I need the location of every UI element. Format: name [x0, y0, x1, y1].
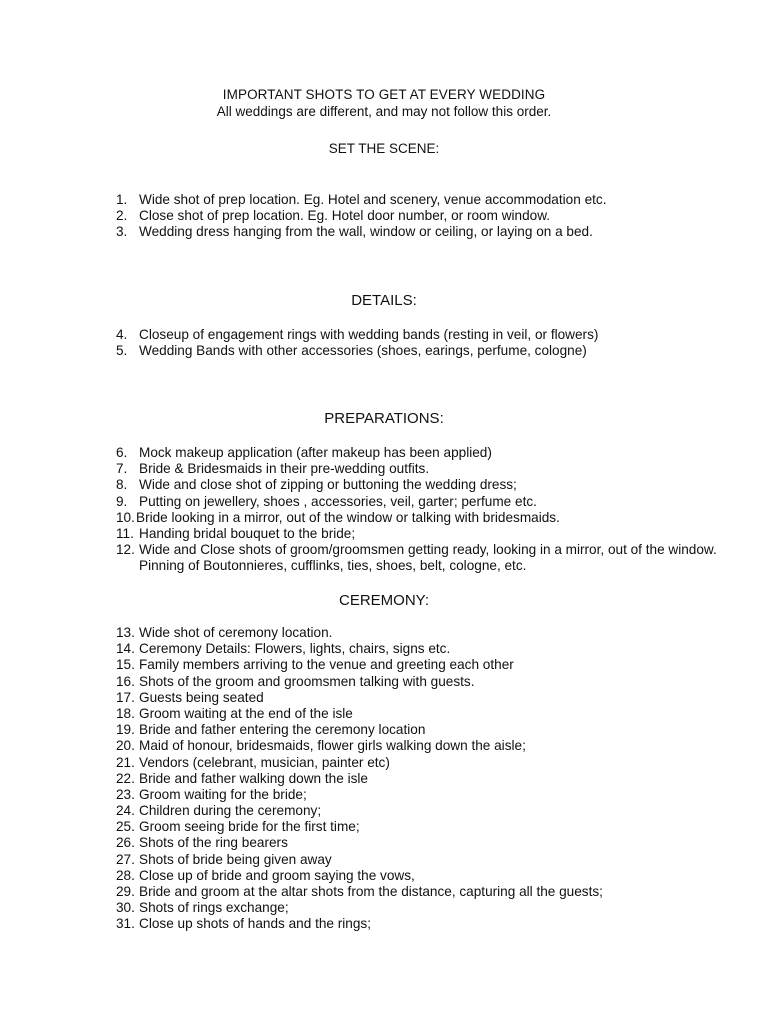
item-text: Children during the ceremony;	[139, 803, 322, 819]
item-number: 29.	[116, 884, 135, 899]
list-preparations	[0, 445, 768, 575]
item-text: Bride & Bridesmaids in their pre-wedding outfits.	[139, 461, 430, 477]
item-text: Wide shot of prep location. Eg. Hotel and scenery, venue accommodation etc.	[139, 192, 607, 207]
list-item	[0, 494, 768, 510]
list-item	[0, 787, 768, 803]
list-item	[0, 542, 768, 574]
item-number: 30.	[116, 900, 135, 916]
list-item	[0, 706, 768, 722]
item-number: 9.	[116, 493, 128, 509]
item-number: 25.	[116, 819, 135, 835]
list-item	[0, 674, 768, 690]
item-number: 27.	[116, 851, 135, 867]
section-heading-set-the-scene: SET THE SCENE:	[328, 141, 440, 156]
item-number: 14.	[116, 641, 135, 657]
list-item	[0, 641, 768, 657]
item-number: 8.	[116, 477, 128, 493]
item-number: 21.	[116, 754, 135, 770]
item-number: 15.	[116, 657, 135, 673]
item-text: Vendors (celebrant, musician, painter etc)	[139, 754, 390, 770]
item-text: Bride and groom at the altar shots from the distance, capturing all the guests;	[139, 884, 603, 899]
item-text: Groom waiting for the bride;	[139, 786, 307, 802]
item-text: Groom seeing bride for the first time;	[139, 819, 360, 835]
list-item	[0, 625, 768, 641]
item-text: Bride looking in a mirror, out of the window or talking with bridesmaids.	[136, 509, 560, 525]
list-item	[0, 852, 768, 868]
list-item	[0, 884, 768, 900]
list-item	[0, 192, 768, 208]
document-subtitle: All weddings are different, and may not follow this order.	[216, 104, 552, 119]
item-number: 20.	[116, 738, 135, 754]
list-item	[0, 819, 768, 835]
item-text: Close shot of prep location. Eg. Hotel door number, or room window.	[139, 208, 551, 224]
item-text: Handing bridal bouquet to the bride;	[139, 525, 356, 541]
list-item	[0, 208, 768, 224]
item-number: 10.	[116, 509, 135, 525]
document-title: IMPORTANT SHOTS TO GET AT EVERY WEDDING	[222, 87, 546, 102]
item-number: 19.	[116, 722, 135, 738]
list-item	[0, 738, 768, 754]
item-text: Maid of honour, bridesmaids, flower girls walking down the aisle;	[139, 738, 526, 754]
item-number: 3.	[116, 224, 128, 240]
list-item	[0, 868, 768, 884]
item-number: 2.	[116, 208, 128, 224]
item-number: 13.	[116, 625, 135, 640]
section-heading-details: DETAILS:	[351, 292, 417, 309]
item-text: Wedding dress hanging from the wall, window or ceiling, or laying on a bed.	[139, 224, 593, 240]
list-item	[0, 803, 768, 819]
list-item	[0, 771, 768, 787]
item-number: 22.	[116, 770, 135, 786]
list-item	[0, 526, 768, 542]
item-number: 4.	[116, 327, 128, 342]
item-text: Putting on jewellery, shoes , accessories, veil, garter; perfume etc.	[139, 493, 537, 509]
item-number: 26.	[116, 835, 135, 851]
item-number: 18.	[116, 705, 135, 721]
list-item	[0, 445, 768, 461]
item-text: Bride and father entering the ceremony location	[139, 722, 426, 738]
item-number: 16.	[116, 673, 135, 689]
item-number: 12.	[116, 542, 135, 558]
item-text: Bride and father walking down the isle	[139, 770, 368, 786]
list-item	[0, 343, 768, 359]
item-text: Shots of the groom and groomsmen talking with guests.	[139, 673, 475, 689]
list-item	[0, 327, 768, 343]
item-text: Wide shot of ceremony location.	[139, 625, 333, 640]
item-text: Wide and Close shots of groom/groomsmen getting ready, looking in a mirror, out of the window. Pinning of Boutonnieres, cufflinks, ties, shoes, belt, cologne, etc.	[139, 542, 717, 574]
item-number: 28.	[116, 867, 135, 883]
list-item	[0, 510, 768, 526]
item-text: Close up shots of hands and the rings;	[139, 916, 371, 932]
list-item	[0, 755, 768, 771]
list-item	[0, 477, 768, 493]
item-text: Groom waiting at the end of the isle	[139, 705, 353, 721]
list-item	[0, 835, 768, 851]
item-text: Wide and close shot of zipping or buttoning the wedding dress;	[139, 477, 517, 493]
item-number: 11.	[116, 525, 134, 541]
item-number: 7.	[116, 461, 128, 477]
list-item	[0, 224, 768, 240]
list-set-the-scene	[0, 192, 768, 241]
item-number: 1.	[116, 192, 128, 207]
list-item	[0, 657, 768, 673]
list-details	[0, 327, 768, 359]
item-text: Close up of bride and groom saying the vows,	[139, 867, 415, 883]
item-number: 17.	[116, 689, 135, 705]
section-heading-ceremony: CEREMONY:	[338, 592, 429, 609]
item-text: Shots of the ring bearers	[139, 835, 288, 851]
item-text: Mock makeup application (after makeup has been applied)	[139, 445, 492, 460]
list-ceremony	[0, 625, 768, 933]
item-text: Ceremony Details: Flowers, lights, chairs, signs etc.	[139, 641, 451, 657]
item-text: Family members arriving to the venue and greeting each other	[139, 657, 514, 673]
item-text: Wedding Bands with other accessories (shoes, earings, perfume, cologne)	[139, 343, 587, 359]
item-number: 23.	[116, 786, 135, 802]
item-text: Shots of bride being given away	[139, 851, 332, 867]
item-text: Closeup of engagement rings with wedding bands (resting in veil, or flowers)	[139, 327, 599, 342]
section-heading-preparations: PREPARATIONS:	[324, 410, 444, 427]
item-number: 6.	[116, 445, 128, 460]
list-item	[0, 900, 768, 916]
list-item	[0, 690, 768, 706]
item-text: Guests being seated	[139, 689, 264, 705]
list-item	[0, 916, 768, 932]
item-number: 5.	[116, 343, 128, 359]
item-text: Shots of rings exchange;	[139, 900, 289, 916]
list-item	[0, 722, 768, 738]
list-item	[0, 461, 768, 477]
item-number: 31.	[116, 916, 135, 932]
item-number: 24.	[116, 803, 135, 819]
